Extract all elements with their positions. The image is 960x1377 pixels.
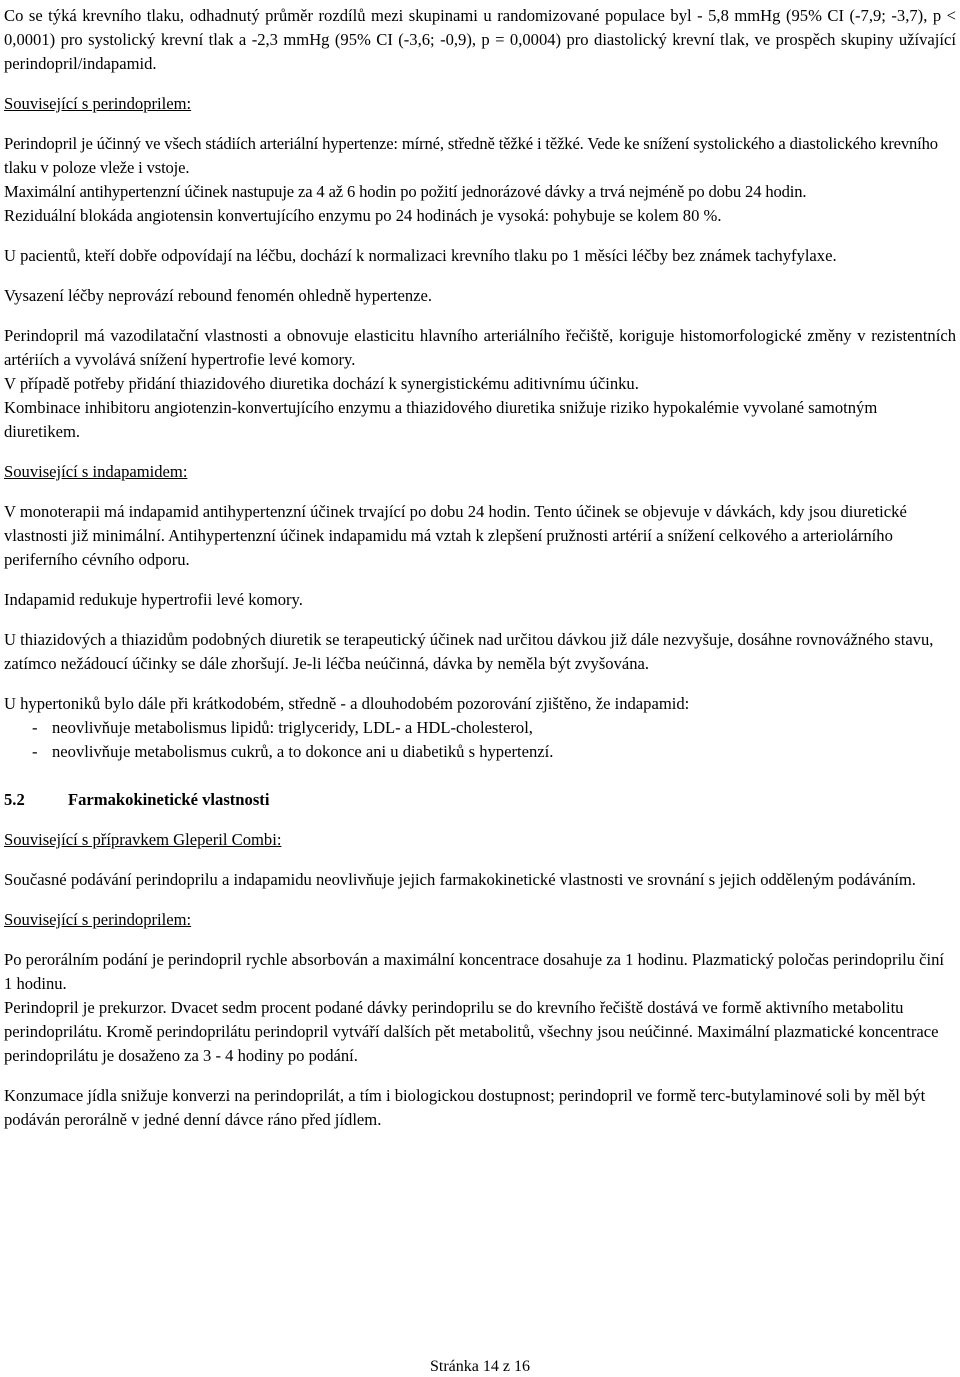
paragraph-perindopril-hypokalemia: Kombinace inhibitoru angiotenzin-konvertujícího enzymu a thiazidového diuretika snižuje riziko hypokalémie vyvolané samotným diuretikem. bbox=[4, 398, 878, 441]
paragraph-indapamide-lvh: Indapamid redukuje hypertrofii levé komory. bbox=[4, 590, 303, 609]
page-number-footer: Stránka 14 z 16 bbox=[430, 1358, 530, 1375]
list-dash: - bbox=[32, 718, 38, 737]
paragraph-perindopril-rebound: Vysazení léčby neprovází rebound fenomén ohledně hypertenze. bbox=[4, 286, 433, 305]
list-dash: - bbox=[32, 742, 38, 761]
list-item bbox=[4, 740, 956, 764]
paragraph-perindopril-max-effect: Maximální antihypertenzní účinek nastupuje za 4 až 6 hodin po požití jednorázové dávky a trvá nejméně po dobu 24 hodin. bbox=[4, 182, 807, 201]
paragraph-perindopril-vasodilation: Perindopril má vazodilatační vlastnosti a obnovuje elasticitu hlavního arteriálního řečiště, koriguje histomorfologické změny v rezistentních artériích a vyvolává snížení hypertrofie levé komory. bbox=[4, 326, 956, 369]
list-item-text: neovlivňuje metabolismus cukrů, a to dokonce ani u diabetiků s hypertenzí. bbox=[52, 742, 554, 761]
paragraph-perindopril-absorption: Po perorálním podání je perindopril rychle absorbován a maximální koncentrace dosahuje za 1 hodinu. Plazmatický poločas perindoprilu činí 1 hodinu. bbox=[4, 950, 945, 993]
heading-related-indapamide: Související s indapamidem: bbox=[4, 462, 188, 481]
indapamide-effects-list bbox=[4, 716, 956, 764]
heading-related-perindopril: Související s perindoprilem: bbox=[4, 94, 192, 113]
paragraph-food-effect: Konzumace jídla snižuje konverzi na perindoprilát, a tím i biologickou dostupnost; perindopril ve formě terc-butylaminové soli by měl být podáván perorálně v jedné denní dávce ráno před jídlem. bbox=[4, 1086, 926, 1129]
list-item bbox=[4, 716, 956, 740]
heading-related-perindopril-pk: Související s perindoprilem: bbox=[4, 910, 192, 929]
paragraph-bp-results: Co se týká krevního tlaku, odhadnutý průměr rozdílů mezi skupinami u randomizované populace byl - 5,8 mmHg (95% CI (-7,9; -3,7), p < 0,0001) pro systolický krevní tlak a -2,3 mmHg (95% CI (-3,6; -0,9), p = 0,0004) pro diastolický krevní tlak, ve prospěch skupiny užívající perindopril/indapamid. bbox=[4, 6, 956, 73]
paragraph-perindopril-efficacy: Perindopril je účinný ve všech stádiích arteriální hypertenze: mírné, středně těžké i těžké. Vede ke snížení systolického a diastolického krevního tlaku v poloze vleže i vstoje. bbox=[4, 134, 938, 177]
paragraph-coadministration: Současné podávání perindoprilu a indapamidu neovlivňuje jejich farmakokinetické vlastnosti ve srovnání s jejich odděleným podáváním. bbox=[4, 870, 916, 889]
paragraph-perindopril-normalization: U pacientů, kteří dobře odpovídají na léčbu, dochází k normalizaci krevního tlaku po 1 měsíci léčby bez známek tachyfylaxe. bbox=[4, 246, 837, 265]
paragraph-thiazide-dose: U thiazidových a thiazidům podobných diuretik se terapeutický účinek nad určitou dávkou již dále nezvyšuje, dosáhne rovnovážného stavu, zatímco nežádoucí účinky se dále zhoršují. Je-li léčba neúčinná, dávka by neměla být zvyšována. bbox=[4, 630, 934, 673]
list-item-text: neovlivňuje metabolismus lipidů: triglyceridy, LDL- a HDL-cholesterol, bbox=[52, 718, 533, 737]
document-page bbox=[4, 4, 956, 1132]
paragraph-indapamide-observation: U hypertoniků bylo dále při krátkodobém, středně - a dlouhodobém pozorování zjištěno, že indapamid: bbox=[4, 694, 690, 713]
paragraph-perindopril-prodrug: Perindopril je prekurzor. Dvacet sedm procent podané dávky perindoprilu se do krevního řečiště dostává ve formě aktivního metabolitu perindoprilátu. Kromě perindoprilátu perindopril vytváří dalších pět metabolitů, všechny jsou neúčinné. Maximální plazmatické koncentrace perindoprilátu je dosaženo za 3 - 4 hodiny po podání. bbox=[4, 998, 939, 1065]
paragraph-indapamide-monotherapy: V monoterapii má indapamid antihypertenzní účinek trvající po dobu 24 hodin. Tento účinek se objevuje v dávkách, kdy jsou diuretické vlastnosti již minimální. Antihypertenzní účinek indapamidu má vztah k zlepšení pružnosti artérií a snížení celkového a arteriolárního periferního cévního odporu. bbox=[4, 502, 907, 569]
section-heading bbox=[4, 788, 956, 812]
heading-related-gleperil: Související s přípravkem Gleperil Combi: bbox=[4, 830, 282, 849]
paragraph-perindopril-residual: Reziduální blokáda angiotensin konvertujícího enzymu po 24 hodinách je vysoká: pohybuje se kolem 80 %. bbox=[4, 206, 722, 225]
section-number: 5.2 bbox=[4, 790, 25, 809]
section-title: Farmakokinetické vlastnosti bbox=[68, 790, 270, 809]
paragraph-perindopril-synergy: V případě potřeby přidání thiazidového diuretika dochází k synergistickému aditivnímu účinku. bbox=[4, 374, 639, 393]
